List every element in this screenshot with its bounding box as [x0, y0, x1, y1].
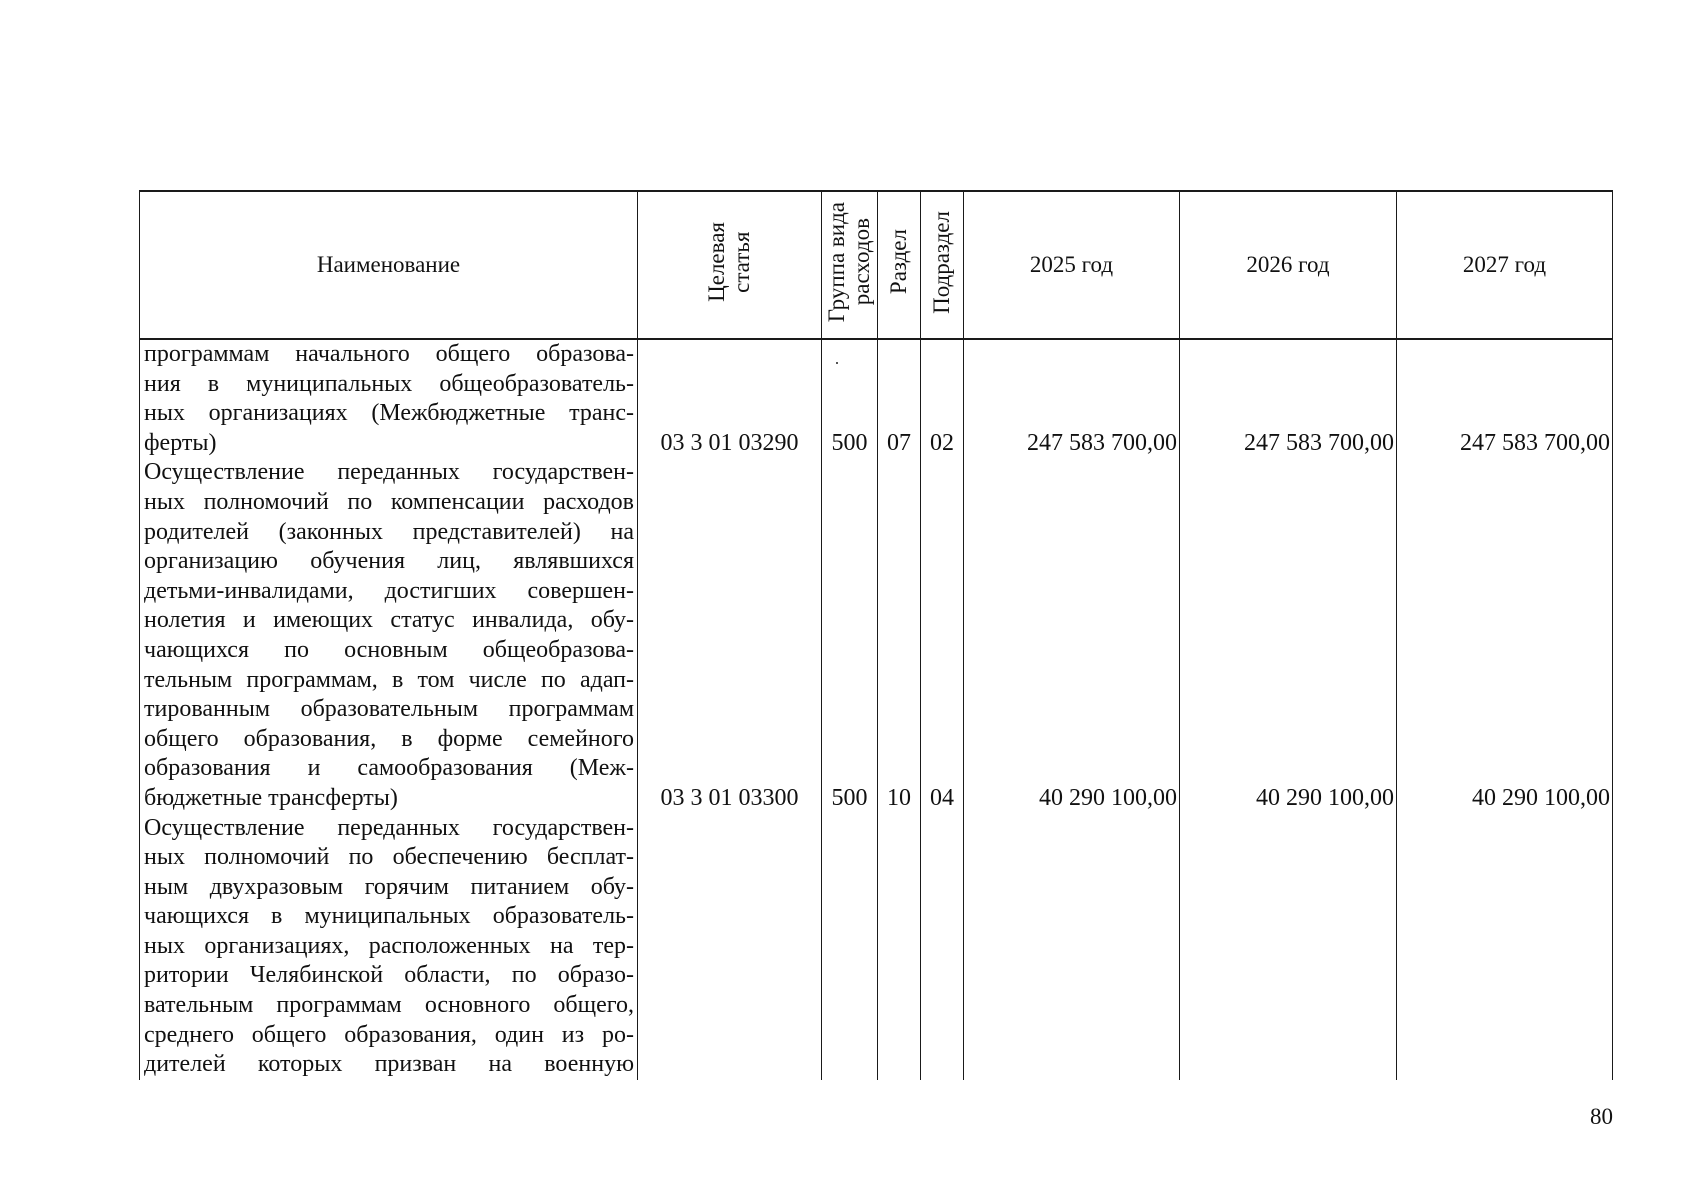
subsection-cell: [921, 814, 964, 1080]
header-year-2027: 2027 год: [1397, 191, 1613, 339]
amount-2027-cell: 40 290 100,00: [1397, 458, 1613, 813]
row-name-cell: [140, 814, 638, 1080]
name-line: тельным программам, в том числе по адап-: [144, 666, 634, 693]
header-subsection: Подраздел: [921, 191, 964, 339]
name-line: родителей (законных представителей) на: [144, 518, 634, 545]
section-cell: [878, 814, 921, 1080]
header-name: Наименование: [140, 191, 638, 339]
amount-2025-cell: [964, 814, 1180, 1080]
header-target-article: Целевая статья: [638, 191, 822, 339]
name-line: организацию обучения лиц, являвшихся: [144, 548, 634, 575]
amount-2025-cell: 40 290 100,00: [964, 458, 1180, 813]
name-line: программам начального общего образова-: [144, 341, 634, 367]
table-row: [140, 339, 1613, 458]
name-line: Осуществление переданных государствен-: [144, 459, 634, 486]
name-line: дителей которых призван на военную: [144, 1051, 634, 1078]
section-cell: 10: [878, 458, 921, 813]
name-line: ных полномочий по компенсации расходов: [144, 488, 634, 515]
name-line: ным двухразовым горячим питанием обу-: [144, 873, 634, 900]
name-line: ферты): [144, 429, 217, 456]
name-line: детьми-инвалидами, достигших совершен-: [144, 577, 634, 604]
row-name-cell: [140, 339, 638, 458]
section-cell: 07: [878, 339, 921, 458]
header-expense-group: Группа вида расходов: [822, 191, 878, 339]
amount-2025-cell: 247 583 700,00: [964, 339, 1180, 458]
name-line: общего образования, в форме семейного: [144, 725, 634, 752]
name-line: нолетия и имеющих статус инвалида, обу-: [144, 607, 634, 634]
table-header-row: [140, 191, 1613, 339]
amount-2027-cell: 247 583 700,00: [1397, 339, 1613, 458]
name-line: тированным образовательным программам: [144, 696, 634, 723]
amount-2027-cell: [1397, 814, 1613, 1080]
header-year-2026: 2026 год: [1180, 191, 1397, 339]
amount-2026-cell: 40 290 100,00: [1180, 458, 1397, 813]
name-line: ных организациях, расположенных на тер-: [144, 932, 634, 959]
name-line: среднего общего образования, один из ро-: [144, 1021, 634, 1048]
name-line: ных полномочий по обеспечению бесплат-: [144, 844, 634, 871]
header-section: Раздел: [878, 191, 921, 339]
subsection-cell: 04: [921, 458, 964, 813]
target-article-cell: [638, 814, 822, 1080]
name-line: ритории Челябинской области, по образо-: [144, 962, 634, 989]
name-line: вательным программам основного общего,: [144, 992, 634, 1019]
table-row: [140, 458, 1613, 813]
budget-table: [139, 190, 1613, 1080]
scan-speck: [836, 362, 838, 364]
table-row: [140, 814, 1613, 1080]
name-line: чающихся в муниципальных образователь-: [144, 903, 634, 930]
name-line: чающихся по основным общеобразова-: [144, 636, 634, 663]
header-year-2025: 2025 год: [964, 191, 1180, 339]
name-line: образования и самообразования (Меж-: [144, 755, 634, 782]
expense-group-cell: 500: [822, 458, 878, 813]
expense-group-cell: 500: [822, 339, 878, 458]
amount-2026-cell: 247 583 700,00: [1180, 339, 1397, 458]
row-name-cell: [140, 458, 638, 813]
target-article-cell: 03 3 01 03290: [638, 339, 822, 458]
name-line: ных организациях (Межбюджетные транс-: [144, 400, 634, 427]
name-line: бюджетные трансферты): [144, 784, 398, 811]
expense-group-cell: [822, 814, 878, 1080]
amount-2026-cell: [1180, 814, 1397, 1080]
name-line: Осуществление переданных государствен-: [144, 814, 634, 841]
subsection-cell: 02: [921, 339, 964, 458]
name-line: ния в муниципальных общеобразователь-: [144, 370, 634, 397]
target-article-cell: 03 3 01 03300: [638, 458, 822, 813]
page-number: 80: [1590, 1104, 1613, 1129]
